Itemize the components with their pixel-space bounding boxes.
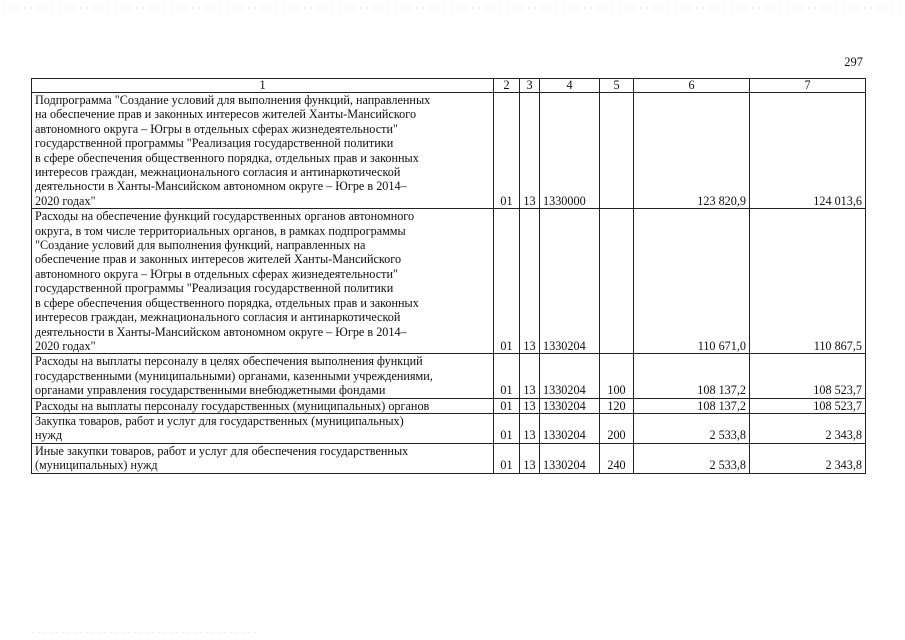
target-article-code: 1330204 xyxy=(540,443,600,473)
row-description xyxy=(32,398,494,413)
target-article-code: 1330204 xyxy=(540,354,600,398)
section-code: 01 xyxy=(494,443,520,473)
column-header: 2 xyxy=(494,79,520,93)
amount-col6: 108 137,2 xyxy=(634,398,750,413)
subsection-code: 13 xyxy=(520,413,540,443)
expense-type-code: 120 xyxy=(600,398,634,413)
description-line: в сфере обеспечения общественного порядка, отдельных прав и законных xyxy=(35,150,419,165)
column-header: 6 xyxy=(634,79,750,93)
subsection-code: 13 xyxy=(520,93,540,209)
description-line: Подпрограмма "Создание условий для выполнения функций, направленных xyxy=(35,93,431,107)
description-line: Расходы на выплаты персоналу в целях обеспечения выполнения функций xyxy=(35,354,423,369)
target-article-code: 1330204 xyxy=(540,209,600,354)
table-row xyxy=(32,398,866,413)
section-code: 01 xyxy=(494,209,520,354)
amount-col7: 108 523,7 xyxy=(750,354,866,398)
description-line: округа, в том числе территориальных органов, в рамках подпрограммы xyxy=(35,223,406,238)
description-line: на обеспечение прав и законных интересов жителей Ханты-Мансийского xyxy=(35,107,417,122)
row-description xyxy=(32,443,494,473)
column-header: 5 xyxy=(600,79,634,93)
description-line: государственной программы "Реализация государственной политики xyxy=(35,281,394,296)
amount-col7: 2 343,8 xyxy=(750,443,866,473)
description-line: (муниципальных) нужд xyxy=(35,458,158,473)
description-line: деятельности в Ханты-Мансийском автономном округе – Югре в 2014– xyxy=(35,324,407,339)
amount-col6: 2 533,8 xyxy=(634,443,750,473)
amount-col6: 123 820,9 xyxy=(634,93,750,209)
section-code: 01 xyxy=(494,398,520,413)
column-header: 1 xyxy=(32,79,494,93)
row-description xyxy=(32,354,494,398)
table-row xyxy=(32,354,866,398)
column-header: 4 xyxy=(540,79,600,93)
amount-col6: 2 533,8 xyxy=(634,413,750,443)
description-line: Иные закупки товаров, работ и услуг для обеспечения государственных xyxy=(35,443,409,458)
subsection-code: 13 xyxy=(520,209,540,354)
description-line: 2020 годах" xyxy=(35,338,96,353)
description-line: интересов граждан, межнационального согласия и антинаркотической xyxy=(35,310,401,325)
amount-col6: 108 137,2 xyxy=(634,354,750,398)
amount-col7: 108 523,7 xyxy=(750,398,866,413)
description-line: 2020 годах" xyxy=(35,193,96,208)
table-row xyxy=(32,413,866,443)
scan-noise-bottom xyxy=(30,631,260,634)
expense-type-code xyxy=(600,93,634,209)
amount-col7: 110 867,5 xyxy=(750,209,866,354)
table-row xyxy=(32,93,866,209)
description-line: государственными (муниципальными) органами, казенными учреждениями, xyxy=(35,368,433,383)
description-line: в сфере обеспечения общественного порядка, отдельных прав и законных xyxy=(35,295,419,310)
amount-col6: 110 671,0 xyxy=(634,209,750,354)
table-row xyxy=(32,443,866,473)
description-line: обеспечение прав и законных интересов жителей Ханты-Мансийского xyxy=(35,252,402,267)
description-line: нужд xyxy=(35,428,63,443)
description-line: "Создание условий для выполнения функций, направленных на xyxy=(35,238,366,253)
row-description xyxy=(32,209,494,354)
subsection-code: 13 xyxy=(520,398,540,413)
row-description xyxy=(32,93,494,209)
description-line: автономного округа – Югры в отдельных сферах жизнедеятельности" xyxy=(35,266,398,281)
expense-type-code: 200 xyxy=(600,413,634,443)
amount-col7: 124 013,6 xyxy=(750,93,866,209)
description-line: автономного округа – Югры в отдельных сферах жизнедеятельности" xyxy=(35,121,398,136)
table-body xyxy=(32,93,866,474)
expense-type-code: 240 xyxy=(600,443,634,473)
target-article-code: 1330000 xyxy=(540,93,600,209)
description-line: Закупка товаров, работ и услуг для государственных (муниципальных) xyxy=(35,413,404,428)
table-row xyxy=(32,209,866,354)
section-code: 01 xyxy=(494,93,520,209)
target-article-code: 1330204 xyxy=(540,398,600,413)
section-code: 01 xyxy=(494,354,520,398)
description-line: деятельности в Ханты-Мансийском автономном округе – Югре в 2014– xyxy=(35,179,407,194)
row-description xyxy=(32,413,494,443)
page-number: 297 xyxy=(844,55,863,69)
budget-table xyxy=(31,78,866,474)
scan-noise-top xyxy=(0,6,905,10)
column-header: 7 xyxy=(750,79,866,93)
amount-col7: 2 343,8 xyxy=(750,413,866,443)
section-code: 01 xyxy=(494,413,520,443)
expense-type-code: 100 xyxy=(600,354,634,398)
description-line: Расходы на обеспечение функций государственных органов автономного xyxy=(35,209,415,224)
column-header: 3 xyxy=(520,79,540,93)
expense-type-code xyxy=(600,209,634,354)
description-line: государственной программы "Реализация государственной политики xyxy=(35,136,394,151)
header-row xyxy=(32,79,866,93)
target-article-code: 1330204 xyxy=(540,413,600,443)
subsection-code: 13 xyxy=(520,443,540,473)
subsection-code: 13 xyxy=(520,354,540,398)
description-line: интересов граждан, межнационального согласия и антинаркотической xyxy=(35,165,401,180)
description-line: Расходы на выплаты персоналу государственных (муниципальных) органов xyxy=(35,398,430,413)
description-line: органами управления государственными внебюджетными фондами xyxy=(35,383,386,398)
